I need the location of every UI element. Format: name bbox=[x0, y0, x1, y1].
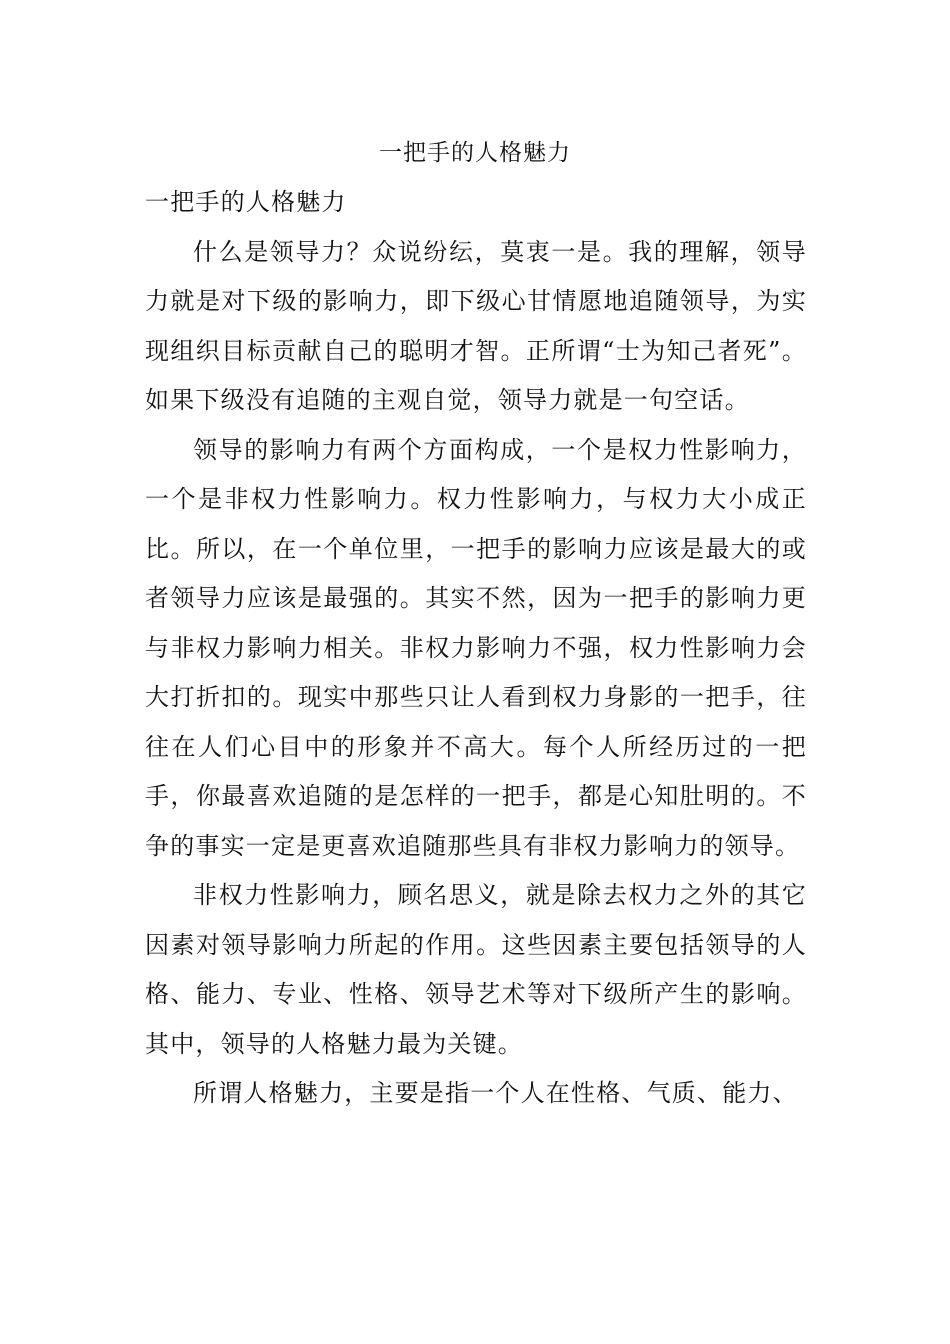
paragraph-1: 什么是领导力？众说纷纭，莫衷一是。我的理解，领导力就是对下级的影响力，即下级心甘情愿地追随领导，为实现组织目标贡献自己的聪明才智。正所谓“士为知己者死”。如果下级没有追随的主观自觉，领导力就是一句空话。 bbox=[145, 237, 807, 414]
paragraph-4: 所谓人格魅力，主要是指一个人在性格、气质、能力、 bbox=[193, 1079, 798, 1107]
paragraph-3: 非权力性影响力，顾名思义，就是除去权力之外的其它因素对领导影响力所起的作用。这些因素主要包括领导的人格、能力、专业、性格、领导艺术等对下级所产生的影响。其中，领导的人格魅力最为关键。 bbox=[145, 881, 807, 1058]
document-body bbox=[145, 178, 807, 1119]
page-title: 一把手的人格魅力 bbox=[379, 140, 571, 166]
section-heading: 一把手的人格魅力 bbox=[145, 188, 347, 216]
paragraph-2: 领导的影响力有两个方面构成，一个是权力性影响力，一个是非权力性影响力。权力性影响力，与权力大小成正比。所以，在一个单位里，一把手的影响力应该是最大的或者领导力应该是最强的。其实不然，因为一把手的影响力更与非权力影响力相关。非权力影响力不强，权力性影响力会大打折扣的。现实中那些只让人看到权力身影的一把手，往往在人们心目中的形象并不高大。每个人所经历过的一把手，你最喜欢追随的是怎样的一把手，都是心知肚明的。不争的事实一定是更喜欢追随那些具有非权力影响力的领导。 bbox=[145, 435, 807, 860]
